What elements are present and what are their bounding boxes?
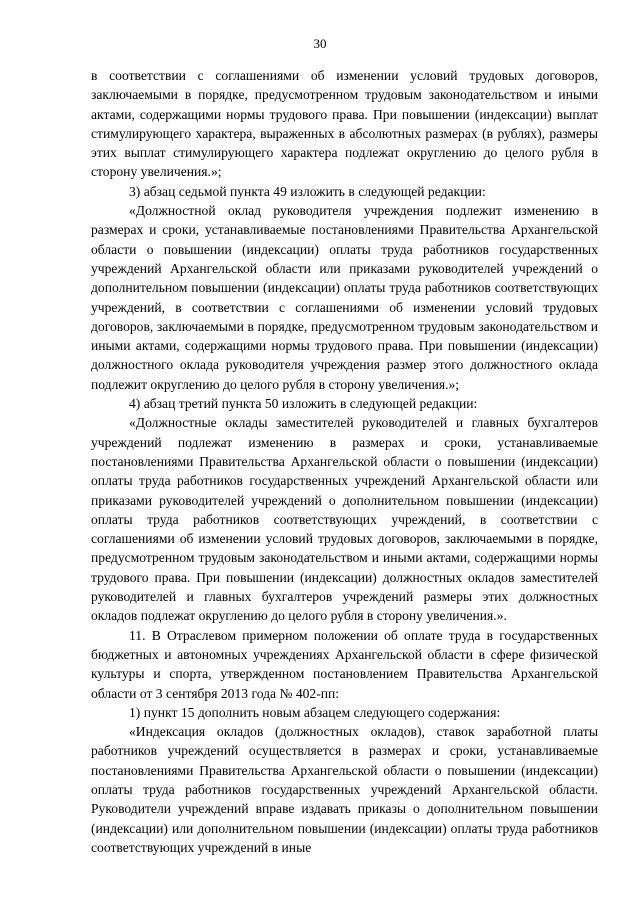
paragraph-item-3: 3) абзац седьмой пункта 49 изложить в следующей редакции: xyxy=(129,183,486,199)
document-body xyxy=(91,66,598,857)
paragraph-item-4: 4) абзац третий пункта 50 изложить в следующей редакции: xyxy=(129,396,478,412)
paragraph-continuation: в соответствии с соглашениями об изменении условий трудовых договоров, заключаемыми в порядке, предусмотренном трудовым законодательством и иными актами, содержащими нормы трудового права. При повышении (индексации) выплат стимулирующего характера, выраженных в абсолютных размерах (в рублях), размеры этих выплат стимулирующего характера подлежат округлению до целого рубля в сторону увеличения.»; xyxy=(91,68,598,180)
paragraph-quote-section-11-item-1: «Индексация окладов (должностных окладов), ставок заработной платы работников учреждений осуществляется в размерах и сроки, устанавливаемые постановлениями Правительства Архангельской области о повышении (индексации) оплаты труда работников государственных учреждений Архангельской области. Руководители учреждений вправе издавать приказы о дополнительном повышении (индексации) или дополнительном повышении (индексации) оплаты труда работников соответствующих учреждений в иные xyxy=(91,724,598,855)
paragraph-section-11-item-1: 1) пункт 15 дополнить новым абзацем следующего содержания: xyxy=(129,704,501,720)
paragraph-quote-item-3: «Должностной оклад руководителя учреждения подлежит изменению в размерах и сроки, устанавливаемые постановлениями Правительства Архангельской области о повышении (индексации) оплаты труда работников государственных учреждений Архангельской области или приказами руководителей учреждений о дополнительном повышении (индексации) оплаты труда работников соответствующих учреждений, в соответствии с соглашениями об изменении условий трудовых договоров, заключаемыми в порядке, предусмотренном трудовым законодательством и иными актами, содержащими нормы трудового права. При повышении (индексации) должностного оклада руководителя учреждения размер этого должностного оклада подлежит округлению до целого рубля в сторону увеличения.»; xyxy=(91,203,598,392)
paragraph-quote-item-4: «Должностные оклады заместителей руководителей и главных бухгалтеров учреждений подлежат изменению в размерах и сроки, устанавливаемые постановлениями Правительства Архангельской области о повышении (индексации) оплаты труда работников государственных учреждений Архангельской области или приказами руководителей учреждений о дополнительном повышении (индексации) оплаты труда работников соответствующих учреждений, в соответствии с соглашениями об изменении условий трудовых договоров, заключаемыми в порядке, предусмотренном трудовым законодательством и иными актами, содержащими нормы трудового права. При повышении (индексации) должностных окладов заместителей руководителей и главных бухгалтеров учреждений размеры этих должностных окладов подлежат округлению до целого рубля в сторону увеличения.». xyxy=(91,415,598,624)
paragraph-section-11: 11. В Отраслевом примерном положении об оплате труда в государственных бюджетных и автономных учреждениях Архангельской области в сфере физической культуры и спорта, утвержденном постановлением Правительства Архангельской области от 3 сентября 2013 года № 402-пп: xyxy=(91,627,598,701)
page-number: 30 xyxy=(313,36,327,51)
